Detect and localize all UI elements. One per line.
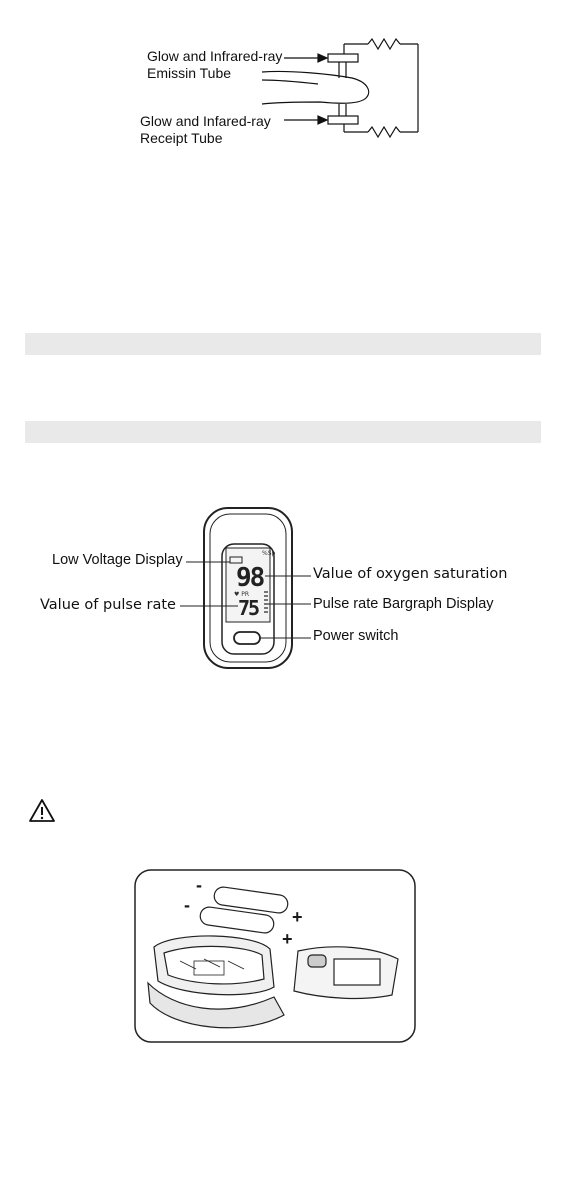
battery-minus-bottom: - <box>184 895 190 915</box>
warning-triangle-icon <box>28 798 56 824</box>
sensor-circuit-drawing <box>0 0 567 160</box>
battery-plus-top: + <box>292 907 303 927</box>
screen-pr-unit: ♥ PR <box>234 591 250 598</box>
emission-label-line2: Emissin Tube <box>147 65 232 81</box>
battery-installation-drawing <box>134 869 416 1044</box>
low-voltage-label: Low Voltage Display <box>52 552 183 568</box>
battery-minus-top: - <box>196 875 202 895</box>
screen-spo2-unit: %Sp <box>262 550 276 557</box>
receipt-label-line1: Glow and Infared-ray <box>140 113 271 129</box>
bargraph-label: Pulse rate Bargraph Display <box>313 596 494 612</box>
section-band <box>25 421 541 443</box>
oxygen-saturation-label: Value of oxygen saturation <box>313 566 508 582</box>
emission-label-line1: Glow and Infrared-ray <box>147 48 283 64</box>
receipt-label-line2: Receipt Tube <box>140 130 223 146</box>
pulse-rate-label: Value of pulse rate <box>40 597 176 613</box>
screen-pr-value: 75 <box>238 596 259 620</box>
battery-plus-bottom: + <box>282 929 293 949</box>
screen-spo2-value: 98 <box>236 563 264 593</box>
power-switch-label: Power switch <box>313 628 399 644</box>
section-band <box>25 333 541 355</box>
